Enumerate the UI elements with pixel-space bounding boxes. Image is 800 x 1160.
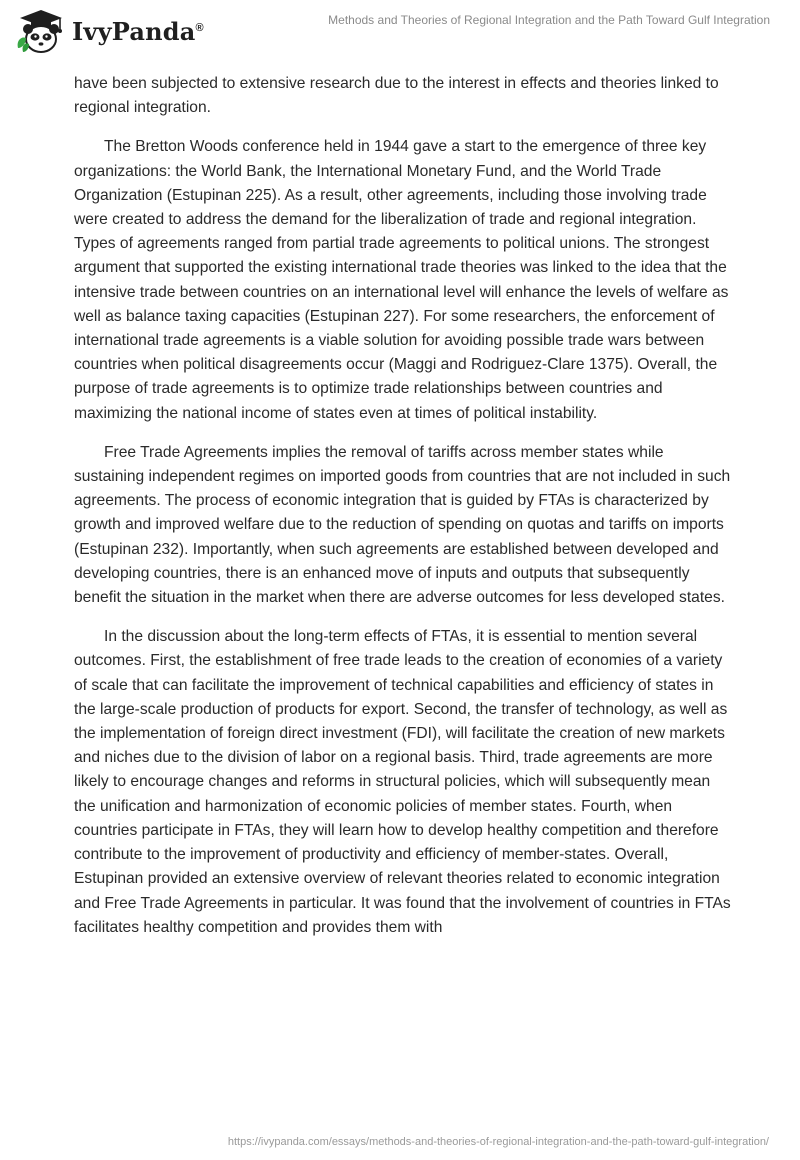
paragraph-free-trade-agreements: Free Trade Agreements implies the removal of tariffs across member states while sustaining independent regimes on imported goods from countries that are not included in such agreements. The process of economic integration that is guided by FTAs is characterized by growth and improved welfare due to the reduction of spending on quotas and tariffs on imports (Estupinan 232). Importantly, when such agreements are established between developed and developing countries, there is an enhanced move of inputs and outputs that subsequently benefit the situation in the market when there are adverse outcomes for less developed states.: [74, 443, 731, 607]
registered-mark: ®: [195, 21, 204, 34]
panda-graduate-icon: [14, 8, 68, 54]
paragraph-continued: have been subjected to extensive research due to the interest in effects and theories linked to regional integration.: [74, 75, 719, 117]
document-title: Methods and Theories of Regional Integration and the Path Toward Gulf Integration: [328, 13, 770, 27]
brand-name: [72, 17, 204, 46]
essay-body: [74, 72, 734, 940]
paragraph-long-term-effects: In the discussion about the long-term effects of FTAs, it is essential to mention several outcomes. First, the establishment of free trade leads to the creation of economies of a variety of scale that can facilitate the improvement of technical capabilities and efficiency of states in the large-scale production of products for export. Second, the transfer of technology, as well as the implementation of foreign direct investment (FDI), will facilitate the creation of new markets and niches due to the division of labor on a regional basis. Third, trade agreements are more likely to encourage changes and reforms in structural policies, which will subsequently mean the unification and harmonization of economic policies of member states. Fourth, when countries participate in FTAs, they will learn how to develop healthy competition and therefore contribute to the improvement of productivity and efficiency of member-states. Overall, Estupinan provided an extensive overview of relevant theories related to economic integration and Free Trade Agreements in particular. It was found that the involvement of countries in FTAs facilitates healthy competition and provides them with: [74, 628, 731, 936]
brand-name-text: IvyPanda: [72, 16, 196, 46]
paragraph-bretton-woods: The Bretton Woods conference held in 1944 gave a start to the emergence of three key organizations: the World Bank, the International Monetary Fund, and the World Trade Organization (Estupinan 225). As a result, other agreements, including those involving trade were created to address the demand for the liberalization of trade and regional integration. Types of agreements ranged from partial trade agreements to political unions. The strongest argument that supported the existing international trade theories was linked to the idea that the intensive trade between countries on an international level will enhance the levels of welfare as well as balance taxing capacities (Estupinan 227). For some researchers, the enforcement of international trade agreements is a viable solution for avoiding possible trade wars between countries when political disagreements occur (Maggi and Rodriguez-Clare 1375). Overall, the purpose of trade agreements is to optimize trade relationships between countries and maximizing the national income of states even at times of political instability.: [74, 138, 729, 422]
brand-logo[interactable]: [14, 8, 204, 54]
source-url[interactable]: https://ivypanda.com/essays/methods-and-theories-of-regional-integration-and-the-path-toward-gulf-integration/: [227, 1136, 769, 1148]
page-header: [0, 0, 800, 60]
